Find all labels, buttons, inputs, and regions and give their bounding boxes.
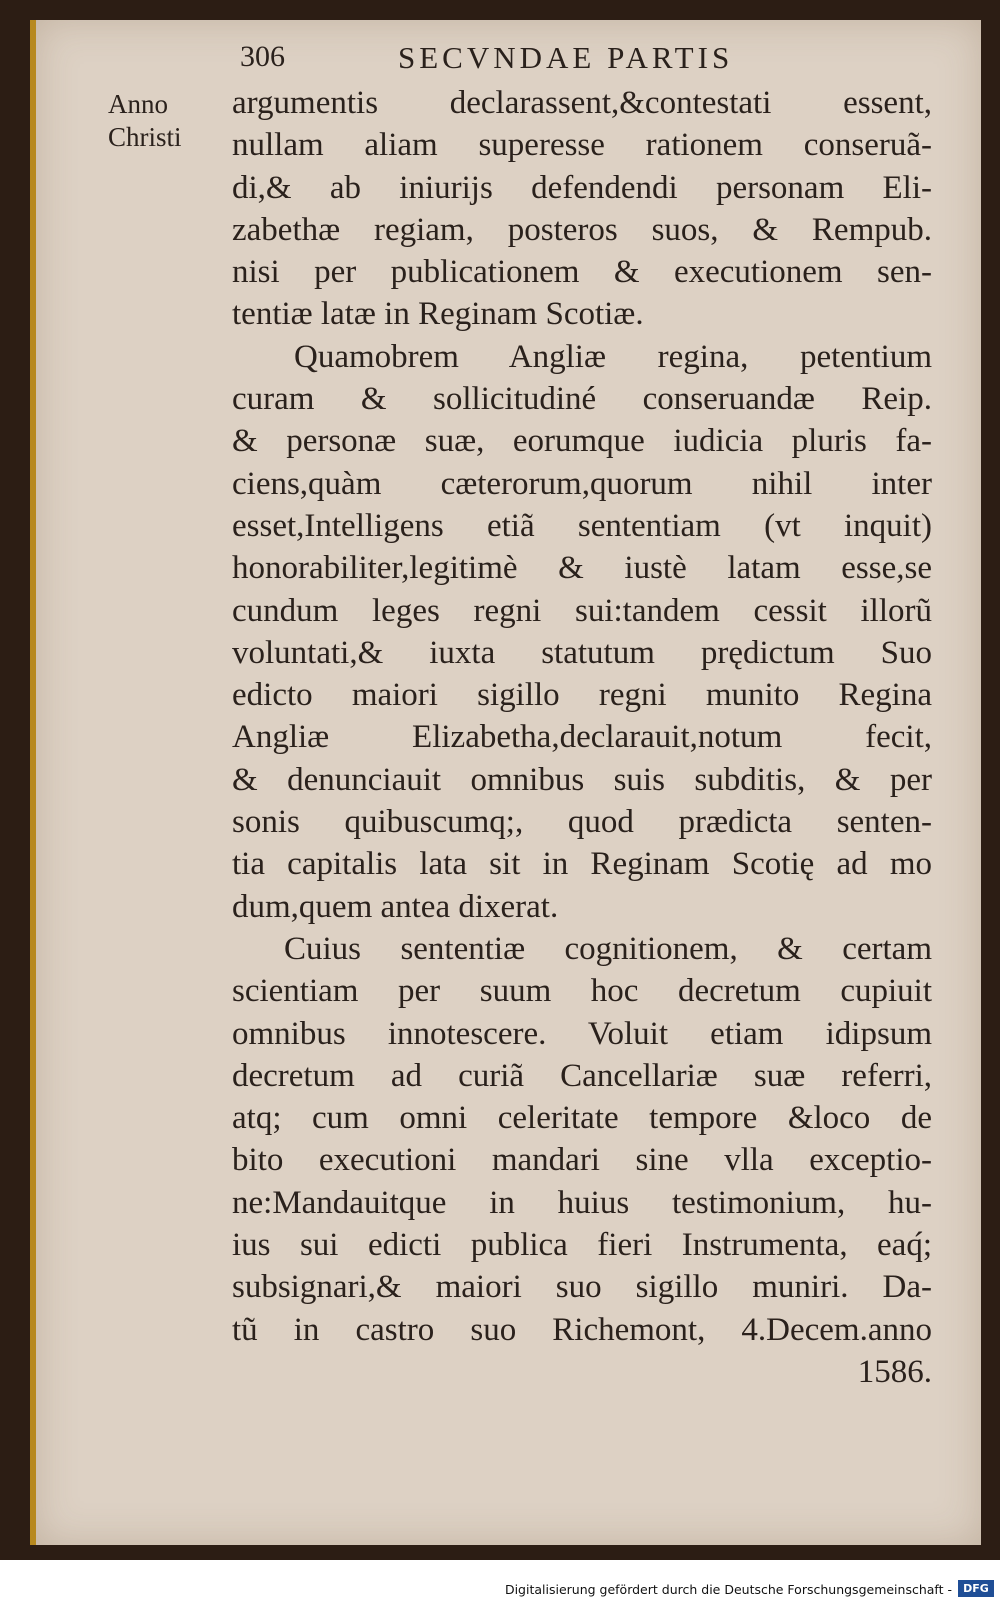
date-line: 1586. (857, 1353, 932, 1390)
text-line: & denunciauit omnibus suis subditis, & per (232, 761, 932, 798)
text-line: tia capitalis lata sit in Reginam Scotię ad mo (232, 846, 932, 883)
text-line: cundum leges regni sui:tandem cessit illorũ (232, 592, 932, 629)
text-line: ne:Mandauitque in huius testimonium, hu- (232, 1184, 932, 1221)
text-line: decretum ad curiã Cancellariæ suæ referri, (232, 1057, 932, 1094)
paragraph-start-line: Quamobrem Angliæ regina, petentium (294, 338, 932, 375)
footer-credit: Digitalisierung gefördert durch die Deutsche Forschungsgemeinschaft - (504, 1582, 952, 1597)
text-line: edicto maiori sigillo regni munito Regina (232, 677, 932, 714)
text-line: & personæ suæ, eorumque iudicia pluris fa- (232, 423, 932, 460)
text-line: curam & sollicitudiné conseruandæ Reip. (232, 381, 932, 418)
text-line: bito executioni mandari sine vlla exceptio- (232, 1142, 932, 1179)
text-line: nisi per publicationem & executionem sen- (232, 254, 932, 291)
text-line: ius sui edicti publica fieri Instrumenta, eaq́; (232, 1227, 932, 1264)
marginal-note (108, 88, 228, 154)
text-line: argumentis declarassent,&contestati essent, (232, 85, 932, 121)
text-line: tentiæ latæ in Reginam Scotiæ. (232, 296, 644, 333)
marginal-note-line: Christi (108, 122, 182, 152)
page-number: 306 (240, 40, 285, 73)
text-line: tũ in castro suo Richemont, 4.Decem.anno (232, 1311, 932, 1348)
text-line: sonis quibuscumq;, quod prædicta senten- (232, 804, 932, 841)
text-line: ciens,quàm cæterorum,quorum nihil inter (232, 465, 932, 502)
text-line: scientiam per suum hoc decretum cupiuit (232, 973, 932, 1010)
text-line: Angliæ Elizabetha,declarauit,notum fecit, (232, 719, 932, 756)
running-head: SECVNDAE PARTIS (398, 40, 734, 75)
text-line: omnibus innotescere. Voluit etiam idipsum (232, 1015, 932, 1052)
text-line: zabethæ regiam, posteros suos, & Rempub. (232, 211, 932, 248)
text-line: nullam aliam superesse rationem conseruã- (232, 127, 932, 164)
dfg-logo-icon: DFG (958, 1580, 994, 1597)
text-line: di,& ab iniurijs defendendi personam Eli- (232, 169, 932, 206)
paragraph-start-line: Cuius sententiæ cognitionem, & certam (284, 930, 932, 967)
text-line: atq; cum omni celeritate tempore &loco de (232, 1100, 932, 1137)
marginal-note-line: Anno (108, 89, 168, 119)
body-text (232, 82, 932, 1393)
text-line: dum,quem antea dixerat. (232, 888, 559, 925)
text-line: esset,Intelligens etiã sententiam (vt inquit) (232, 507, 932, 544)
text-line: subsignari,& maiori suo sigillo muniri. Da- (232, 1269, 932, 1306)
text-line: voluntati,& iuxta statutum prędictum Suo (232, 634, 932, 671)
digitization-footer (0, 1560, 1000, 1603)
text-line: honorabiliter,legitimè & iustè latam esse,se (232, 550, 932, 587)
